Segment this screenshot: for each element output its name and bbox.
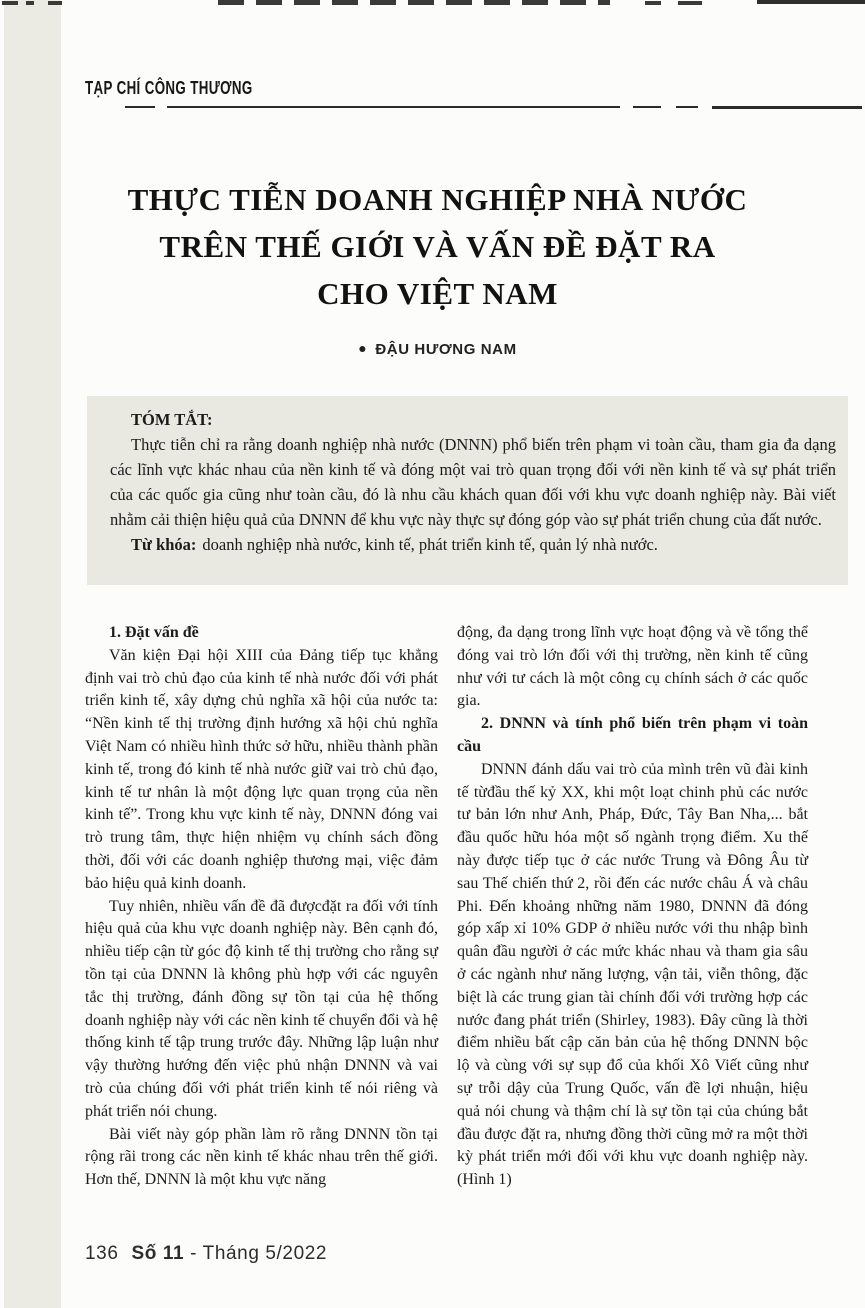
scan-artifact-dash bbox=[26, 1, 34, 5]
scan-artifact-dash bbox=[48, 1, 62, 5]
section-1-paragraph: Tuy nhiên, nhiều vấn đề đã đượcđặt ra đối với tính hiệu quả của khu vực doanh nghiệp này. Bên cạnh đó, nhiều tiếp cận từ góc độ kinh tế thị trường cho rằng sự tồn tại của DNNN là không phù hợp với các nguyên tắc thị trường, đánh đồng sự tồn tại của hệ thống doanh nghiệp này với các nền kinh tế chuyển đổi và hệ thống kinh tế tập trung trước đây. Những lập luận như vậy thường hướng đến việc phủ nhận DNNN và vai trò của chúng đối với phát triển kinh tế nói riêng và phát triển nói chung. bbox=[85, 897, 438, 1120]
author-row bbox=[70, 341, 805, 358]
scan-artifact-dash bbox=[645, 1, 661, 5]
scan-artifact-dash bbox=[678, 1, 702, 5]
abstract-body: Thực tiễn chỉ ra rằng doanh nghiệp nhà nước (DNNN) phổ biến trên phạm vi toàn cầu, tham gia đa dạng các lĩnh vực khác nhau của nền kinh tế và đóng một vai trò quan trọng đối với nền kinh tế và sự phát triển của các quốc gia cũng như toàn cầu, đó là nhu cầu khách quan đối với khu vực doanh nghiệp này. Bài viết nhằm cải thiện hiệu quả của DNNN để khu vực này thực sự đóng góp vào sự phát triển chung của đất nước. bbox=[110, 435, 836, 529]
page-number: 136 bbox=[85, 1243, 119, 1264]
author-bullet-icon: ● bbox=[358, 340, 368, 356]
article-title-line-3: CHO VIỆT NAM bbox=[317, 276, 558, 311]
scan-artifact-line bbox=[757, 0, 865, 4]
body-column-left bbox=[85, 622, 438, 1192]
abstract-heading: TÓM TẮT: bbox=[131, 410, 213, 429]
article-title bbox=[70, 176, 805, 317]
author-name: ĐẬU HƯƠNG NAM bbox=[375, 341, 517, 358]
keywords-text: doanh nghiệp nhà nước, kinh tế, phát triển kinh tế, quản lý nhà nước. bbox=[202, 535, 658, 554]
scan-artifact-dash bbox=[2, 1, 18, 5]
scan-edge-band bbox=[4, 0, 61, 1308]
section-1-paragraph-continuation: động, đa dạng trong lĩnh vực hoạt động và về tổng thể đóng vai trò lớn đối với thị trường, nền kinh tế cũng như với tư cách là một công cụ chính sách ở các quốc gia. bbox=[457, 624, 808, 710]
issue-date: - Tháng 5/2022 bbox=[190, 1243, 328, 1264]
section-2-heading: 2. DNNN và tính phổ biến trên phạm vi toàn cầu bbox=[457, 715, 808, 755]
header-rule bbox=[167, 106, 620, 108]
section-1-paragraph: Bài viết này góp phần làm rõ rằng DNNN tồn tại rộng rãi trong các nền kinh tế khác nhau trên thế giới. Hơn thế, DNNN là một khu vực năng bbox=[85, 1125, 438, 1189]
journal-masthead: TẠP CHÍ CÔNG THƯƠNG bbox=[85, 78, 253, 98]
issue-number: Số 11 bbox=[131, 1243, 185, 1264]
section-1-paragraph: Văn kiện Đại hội XIII của Đảng tiếp tục khẳng định vai trò chủ đạo của kinh tế nhà nước đối với phát triển kinh tế, xây dựng chủ nghĩa xã hội của nước ta: “Nền kinh tế thị trường định hướng xã hội chủ nghĩa Việt Nam có nhiều hình thức sở hữu, nhiều thành phần kinh tế, trong đó kinh tế nhà nước giữ vai trò chủ đạo, kinh tế tư nhân là một động lực quan trọng của nền kinh tế”. Trong khu vực kinh tế này, DNNN đóng vai trò trung tâm, thực hiện nhiệm vụ chính sách đồng thời, đối với các doanh nghiệp thương mại, việc đảm bảo hiệu quả kinh doanh. bbox=[85, 646, 438, 892]
section-2-paragraph: DNNN đánh dấu vai trò của mình trên vũ đài kinh tế từđầu thế kỷ XX, khi một loạt chinh phủ các nước tư bản lớn như Anh, Pháp, Đức, Tây Ban Nha,... bắt đầu quốc hữu hóa một số ngành trọng điểm. Xu thế này được tiếp tục ở các nước Trung và Đông Âu từ sau Thế chiến thứ 2, rồi đến các nước châu Á và châu Phi. Đến khoảng những năm 1980, DNNN đã đóng góp xấp xỉ 10% GDP ở nhiều nước với thu nhập bình quân đầu người ở các mức khác nhau và tham gia sâu ở các ngành như năng lượng, vận tải, viễn thông, đặc biệt là các trung gian tài chính đối với trường hợp các nước đang phát triển (Shirley, 1983). Đây cũng là thời điểm nhiều bất cập căn bản của hệ thống DNNN bộc lộ và cùng với sự sụp đổ của khối Xô Viết cũng như sự trỗi dậy của Trung Quốc, vấn đề lợi nhuận, hiệu quả nói chung và thậm chí là sự tồn tại của chúng bắt đầu được đặt ra, nhưng đồng thời cũng mở ra một thời kỳ phát triển mới đối với khu vực doanh nghiệp này. (Hình 1) bbox=[457, 760, 808, 1189]
header-rule bbox=[633, 106, 661, 108]
section-1-heading: 1. Đặt vấn đề bbox=[109, 624, 199, 641]
header-rule bbox=[125, 106, 155, 108]
abstract-box bbox=[87, 396, 848, 585]
article-title-line-1: THỰC TIỄN DOANH NGHIỆP NHÀ NƯỚC bbox=[127, 182, 748, 217]
abstract-keywords bbox=[110, 532, 836, 557]
keywords-label: Từ khóa: bbox=[131, 535, 197, 554]
header-rule bbox=[676, 106, 698, 108]
article-title-line-2: TRÊN THẾ GIỚI VÀ VẤN ĐỀ ĐẶT RA bbox=[159, 229, 716, 264]
page-footer bbox=[85, 1243, 327, 1265]
header-rule bbox=[712, 106, 862, 109]
body-column-right bbox=[457, 622, 808, 1192]
scan-artifact-dash-group bbox=[218, 0, 610, 5]
